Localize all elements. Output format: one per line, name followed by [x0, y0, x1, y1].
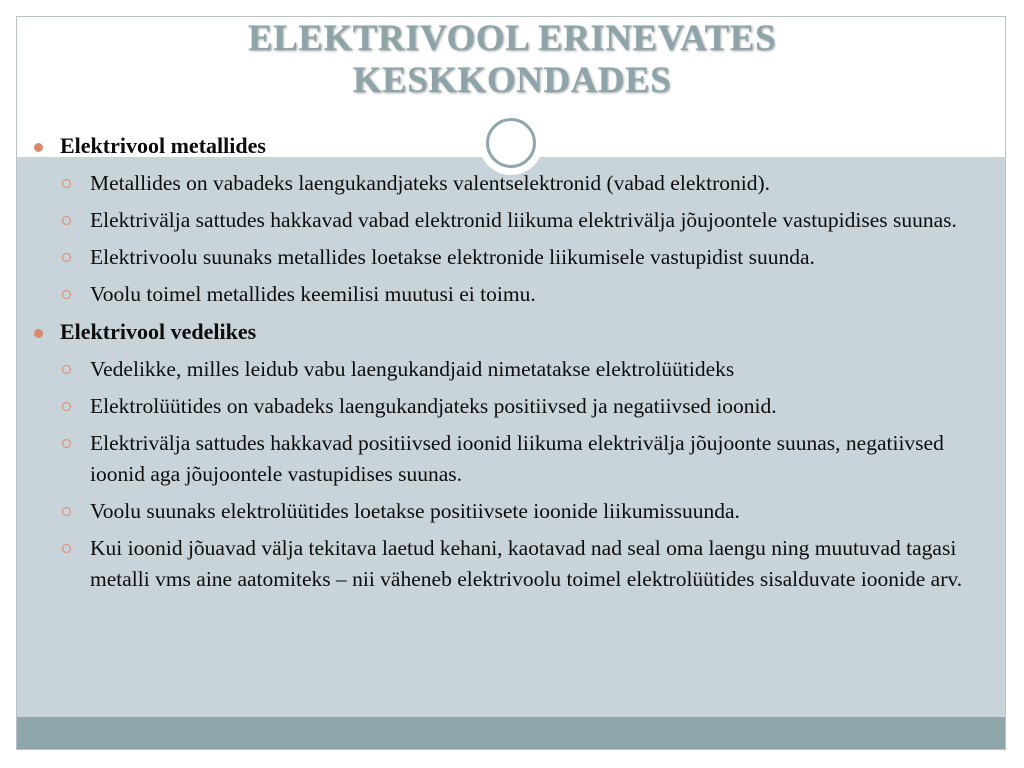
list-item: Elektrolüütides on vabadeks laengukandjateks positiivsed ja negatiivsed ioonid.: [30, 391, 980, 422]
section-heading-liquids: Elektrivool vedelikes: [30, 316, 980, 347]
slide-title: [0, 18, 1024, 102]
footer-band: [17, 717, 1005, 750]
list-item: Metallides on vabadeks laengukandjateks valentselektronid (vabad elektronid).: [30, 168, 980, 199]
slide-title-line-2: KESKKONDADES: [352, 60, 672, 101]
list-item: Elektrivälja sattudes hakkavad vabad elektronid liikuma elektrivälja jõujoontele vastupidises suunas.: [30, 205, 980, 236]
list-item: Voolu toimel metallides keemilisi muutusi ei toimu.: [30, 279, 980, 310]
list-item: Elektrivälja sattudes hakkavad positiivsed ioonid liikuma elektrivälja jõujoonte suunas, negatiivsed ioonid aga jõujoontele vastupidises suunas.: [30, 428, 980, 490]
bullet-content: [30, 130, 980, 601]
list-item: Voolu suunaks elektrolüütides loetakse positiivsete ioonide liikumissuunda.: [30, 496, 980, 527]
slide-title-line-1: ELEKTRIVOOL ERINEVATES: [247, 18, 777, 59]
list-item: Vedelikke, milles leidub vabu laengukandjaid nimetatakse elektrolüütideks: [30, 354, 980, 385]
list-item: Elektrivoolu suunaks metallides loetakse elektronide liikumisele vastupidist suunda.: [30, 242, 980, 273]
section-heading-metals: Elektrivool metallides: [30, 130, 980, 161]
list-item: Kui ioonid jõuavad välja tekitava laetud kehani, kaotavad nad seal oma laengu ning muutuvad tagasi metalli vms aine aatomiteks – nii väheneb elektrivoolu toimel elektrolüütides sisalduvate ioonide arv.: [30, 533, 980, 595]
bullet-list: [30, 130, 980, 595]
